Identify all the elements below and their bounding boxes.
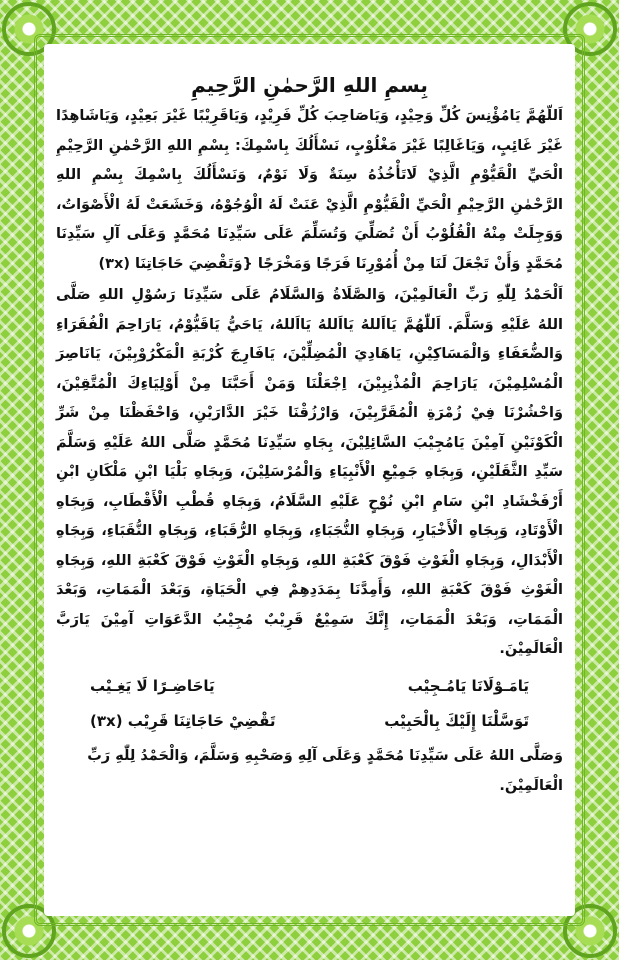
verse-hemistich-right: يَامَـوْلَانَا يَامُـجِيْب	[407, 676, 529, 695]
verse-hemistich-left: يَاحَاضِـرًا لَا يَغِـيْب	[90, 676, 215, 695]
basmala-title: بِسمِ اللهِ الرَّحمٰنِ الرَّحِيمِ	[191, 73, 428, 97]
poem-block	[56, 669, 563, 739]
closing-line: وَصَلَّى اللهُ عَلَى سَيِّدِنَا مُحَمَّدٍ وَعَلَى آلِهِ وَصَحْبِهِ وَسَلَّمَ، وَالْحَمْدُ لِلّٰهِ رَبِّ الْعَالَمِيْنَ.	[87, 747, 563, 794]
verse-hemistich-right: تَوَسَّلْنَا إِلَيْكَ بِالْحَبِيْب	[384, 711, 529, 730]
poem-verse	[56, 704, 563, 739]
prayer-paragraph-2: اَلْحَمْدُ لِلّٰهِ رَبِّ الْعَالَمِيْنَ، وَالصَّلَاةُ وَالسَّلَامُ عَلَى سَيِّدِنَا رَسُوْلِ اللهِ صَلَّى اللهُ عَلَيْهِ وَسَلَّمَ. اَللّٰهُمَّ يَااَللهُ يَااَللهُ يَااَللهُ، يَاحَيُّ يَاقَيُّوْمُ، يَارَاحِمَ الْفُقَرَاءِ وَالضُّعَفَاءِ وَالْمَسَاكِيْنِ، يَاهَادِيَ الْمُضِلِّيْنَ، يَافَارِجَ كُرْبَةِ الْمَكْرُوْبِيْنَ، يَانَاصِرَ الْمُسْلِمِيْنَ، يَارَاحِمَ الْمُذْنِبِيْنَ، اِجْعَلْنَا وَمَنْ أَحَبَّنَا مِنْ أَوْلِيَاءِكَ الْمُتَّقِيْنَ، وَاحْشُرْنَا فِيْ زُمْرَةِ الْمُقَرَّبِيْنَ، وَارْزُقْنَا خَيْرَ الدَّارَيْنِ، وَاحْفَظْنَا مِنْ شَرِّ الْكَوْنَيْنِ آمِيْنَ يَامُجِيْبَ السَّائِلِيْنَ، بِجَاهِ سَيِّدِنَا مُحَمَّدٍ صَلَّى اللهُ عَلَيْهِ وَسَلَّمَ سَيِّدِ الثَّقَلَيْنِ، وَبِجَاهِ جَمِيْعِ الْأَنْبِيَاءِ وَالْمُرْسَلِيْنَ، وَبِجَاهِ بَلْيَا ابْنِ مَلْكَانِ ابْنِ أَرْفَخْشَادِ ابْنِ سَامِ ابْنِ نُوْحٍ عَلَيْهِ السَّلَامُ، وَبِجَاهِ قُطْبِ الْأَقْطَابِ، وَبِجَاهِ الْأَوْتَادِ، وَبِجَاهِ الْأَخْيَارِ، وَبِجَاهِ النُّجَبَاءِ، وَبِجَاهِ الرُّقَبَاءِ، وَبِجَاهِ النُّقَبَاءِ، وَبِجَاهِ الْأَبْدَالِ، وَبِجَاهِ الْغَوْثِ فَوْقَ كَعْبَةِ اللهِ، وَبِجَاهِ الْغَوْثِ فَوْقَ كَعْبَةِ اللهِ، وَبِجَاهِ الْغَوْثِ فَوْقَ كَعْبَةِ اللهِ، وَأَمِدَّنَا بِمَدَدِهِمْ فِي الْحَيَاةِ، وَبَعْدَ الْمَمَاتِ، وَبَعْدَ الْمَمَاتِ، وَبَعْدَ الْمَمَاتِ، إِنَّكَ سَمِيْعٌ قَرِيْبٌ مُجِيْبُ الدَّعَوَاتِ آمِيْنَ يَارَبَّ الْعَالَمِيْنَ.	[56, 287, 563, 657]
verse-hemistich-left: تَقْضِيْ حَاجَاتِنَا قَرِيْب (٣x)	[90, 711, 276, 730]
poem-verse	[56, 669, 563, 704]
prayer-paragraph-1: اَللّهُمَّ يَامُؤْنِسَ كُلِّ وَحِيْدٍ، وَيَاصَاحِبَ كُلِّ فَرِيْدٍ، وَيَاقَرِيْبًا غَيْرَ بَعِيْدٍ، وَيَاشَاهِدًا غَيْرَ غَائِبٍ، وَيَاغَالِبًا غَيْرَ مَغْلُوْبٍ، نَسْأَلُكَ بِاسْمِكَ: بِسْمِ اللهِ الرَّحْمٰنِ الرَّحِيْمِ الْحَيِّ الْقَيُّوْمِ الَّذِيْ لَاتَأْخُذُهُ سِنَةٌ وَلَا نَوْمٌ، وَنَسْأَلُكَ بِاسْمِكَ بِسْمِ اللهِ الرَّحْمٰنِ الرَّحِيْمِ الْحَيِّ الْقَيُّوْمِ الَّذِيْ عَنَتْ لَهُ الْوُجُوْهُ، وَخَشَعَتْ لَهُ الْأَصْوَاتُ، وَوَجِلَتْ مِنْهُ الْقُلُوْبُ أَنْ تُصَلِّيَ وَتُسَلِّمَ عَلَى سَيِّدِنَا مُحَمَّدٍ وَعَلَى آلِ سَيِّدِنَا مُحَمَّدٍ وَأَنْ تَجْعَلَ لَنَا مِنْ أُمُوْرِنَا فَرَجًا وَمَخْرَجًا {وَتَقْضِيَ حَاجَاتِنَا (٣x)	[56, 108, 563, 272]
prayer-panel	[44, 44, 575, 916]
